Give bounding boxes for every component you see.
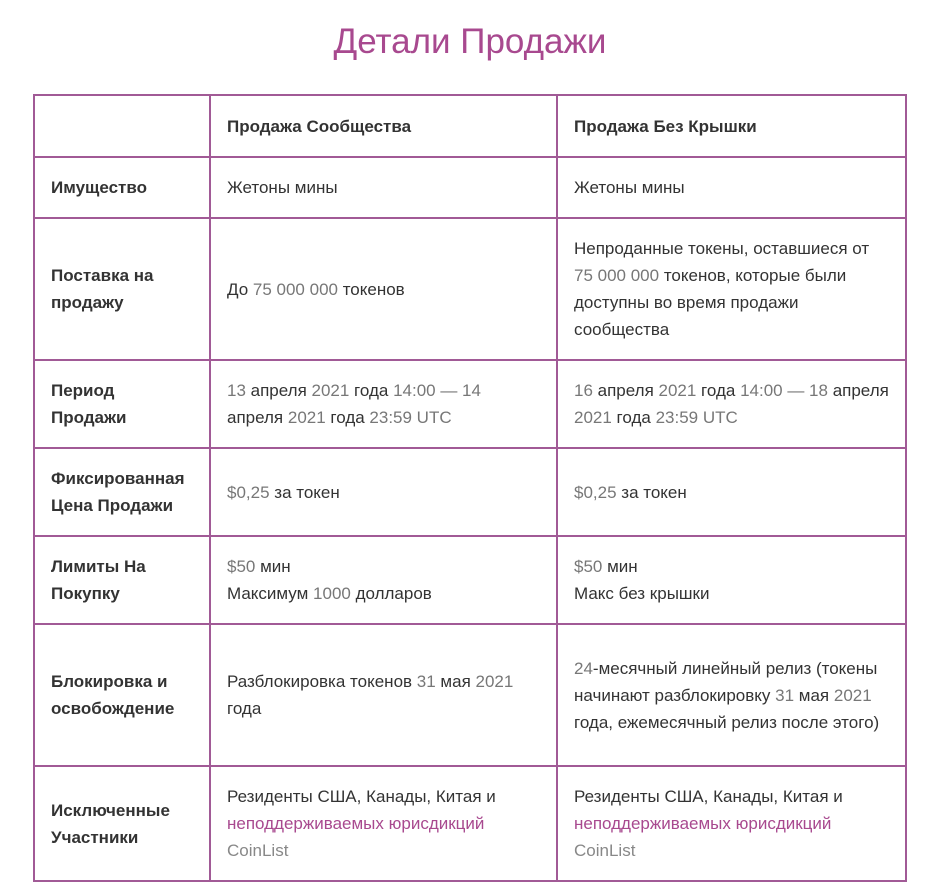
table-row-period xyxy=(34,360,906,448)
coinlist-label: CoinList xyxy=(227,841,289,860)
table-row-vesting xyxy=(34,624,906,766)
header-community-sale: Продажа Сообщества xyxy=(210,95,557,157)
row-label-limits: Лимиты На Покупку xyxy=(34,536,210,624)
cell-excluded-community: Резиденты США, Канады, Китая и неподдерживаемых юрисдикций CoinList xyxy=(210,766,557,881)
unsupported-jurisdictions-link[interactable]: неподдерживаемых юрисдикций xyxy=(574,814,832,833)
cell-excluded-uncapped: Резиденты США, Канады, Китая и неподдерживаемых юрисдикций CoinList xyxy=(557,766,906,881)
cell-vesting-uncapped: 24-месячный линейный релиз (токены начинают разблокировку 31 мая 2021 года, ежемесячный релиз после этого) xyxy=(557,624,906,766)
unsupported-jurisdictions-link[interactable]: неподдерживаемых юрисдикций xyxy=(227,814,485,833)
row-label-price: Фиксированная Цена Продажи xyxy=(34,448,210,536)
row-label-excluded: Исключенные Участники xyxy=(34,766,210,881)
cell-limits-community: $50 мин Максимум 1000 долларов xyxy=(210,536,557,624)
cell-supply-uncapped: Непроданные токены, оставшиеся от 75 000 000 токенов, которые были доступны во время продажи сообщества xyxy=(557,218,906,360)
row-label-vesting: Блокировка и освобождение xyxy=(34,624,210,766)
table-row-asset xyxy=(34,157,906,218)
cell-supply-community: До 75 000 000 токенов xyxy=(210,218,557,360)
table-row-limits xyxy=(34,536,906,624)
cell-asset-uncapped: Жетоны мины xyxy=(557,157,906,218)
page-title: Детали Продажи xyxy=(333,22,607,61)
cell-price-uncapped: $0,25 за токен xyxy=(557,448,906,536)
cell-vesting-community: Разблокировка токенов 31 мая 2021 года xyxy=(210,624,557,766)
header-uncapped-sale: Продажа Без Крышки xyxy=(557,95,906,157)
row-label-asset: Имущество xyxy=(34,157,210,218)
sale-details-table xyxy=(33,94,907,882)
cell-period-community: 13 апреля 2021 года 14:00 — 14 апреля 2021 года 23:59 UTC xyxy=(210,360,557,448)
header-empty-cell xyxy=(34,95,210,157)
row-label-period: Период Продажи xyxy=(34,360,210,448)
coinlist-label: CoinList xyxy=(574,841,636,860)
row-label-supply: Поставка на продажу xyxy=(34,218,210,360)
cell-asset-community: Жетоны мины xyxy=(210,157,557,218)
table-row-supply xyxy=(34,218,906,360)
cell-price-community: $0,25 за токен xyxy=(210,448,557,536)
table-row-price xyxy=(34,448,906,536)
table-row-excluded xyxy=(34,766,906,881)
cell-limits-uncapped: $50 мин Макс без крышки xyxy=(557,536,906,624)
cell-period-uncapped: 16 апреля 2021 года 14:00 — 18 апреля 2021 года 23:59 UTC xyxy=(557,360,906,448)
table-header-row xyxy=(34,95,906,157)
